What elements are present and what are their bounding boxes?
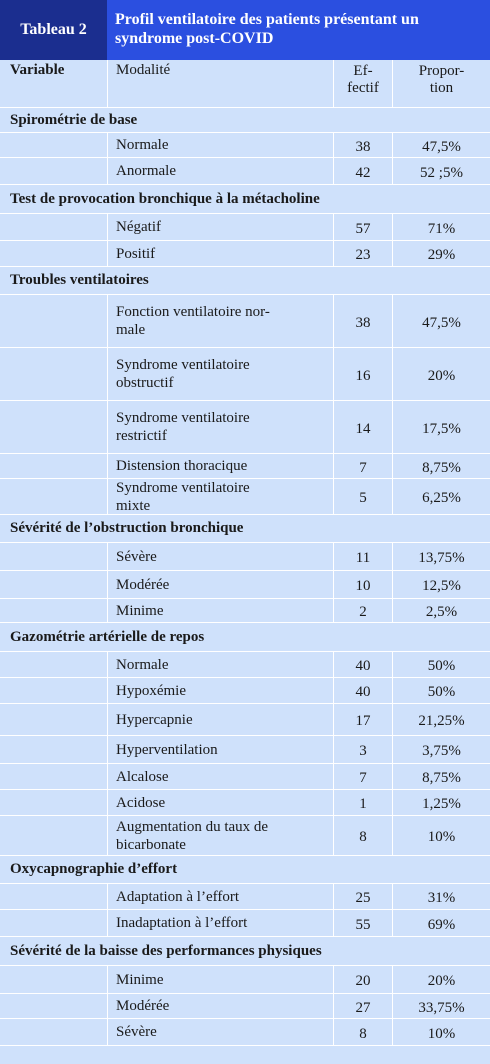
variable-cell [0,158,107,184]
modalite-cell: Hypoxémie [107,678,333,703]
column-header-modalite: Modalité [107,60,333,107]
modalite-cell: Syndrome ventilatoire obstructif [107,348,333,400]
modalite-cell: Alcalose [107,764,333,789]
proportion-cell: 8,75% [392,454,490,478]
proportion-cell: 31% [392,884,490,909]
variable-cell [0,348,107,400]
variable-cell [0,884,107,909]
table-body [0,108,490,1046]
modalite-cell: Inadaptation à l’effort [107,910,333,936]
table-row [0,704,490,736]
proportion-cell: 17,5% [392,401,490,453]
modalite-cell: Sévère [107,1019,333,1045]
column-header-variable: Variable [10,62,65,78]
table-row [0,994,490,1019]
proportion-cell: 20% [392,966,490,993]
modalite-cell: Syndrome ventilatoire mixte [107,479,333,514]
effectif-cell: 3 [333,736,392,763]
effectif-cell: 1 [333,790,392,815]
modalite-cell: Hyperventilation [107,736,333,763]
table-row [0,295,490,348]
effectif-cell: 14 [333,401,392,453]
effectif-cell: 17 [333,704,392,735]
effectif-cell: 42 [333,158,392,184]
proportion-cell: 50% [392,678,490,703]
variable-cell [0,241,107,266]
modalite-cell: Hypercapnie [107,704,333,735]
table-header [0,0,490,60]
modalite-cell: Normale [107,652,333,677]
modalite-cell: Normale [107,133,333,157]
variable-cell [0,652,107,677]
variable-cell [0,764,107,789]
modalite-cell: Anormale [107,158,333,184]
column-header-proportion: Propor- tion [392,60,490,107]
effectif-cell: 25 [333,884,392,909]
modalite-cell: Minime [107,599,333,622]
effectif-cell: 8 [333,1019,392,1045]
table-title: Profil ventilatoire des patients présentant un syndrome post-COVID [107,0,490,60]
section-header: Oxycapnographie d’effort [0,856,490,884]
modalite-cell: Adaptation à l’effort [107,884,333,909]
effectif-cell: 2 [333,599,392,622]
modalite-cell: Syndrome ventilatoire restrictif [107,401,333,453]
table-row [0,816,490,856]
column-headers [0,60,490,108]
table-label: Tableau 2 [0,0,107,60]
effectif-cell: 10 [333,571,392,598]
section-header: Gazométrie artérielle de repos [0,623,490,652]
variable-cell [0,736,107,763]
variable-cell [0,910,107,936]
effectif-cell: 57 [333,214,392,240]
proportion-cell: 69% [392,910,490,936]
proportion-cell: 47,5% [392,295,490,347]
variable-cell [0,543,107,570]
effectif-cell: 23 [333,241,392,266]
table-row [0,401,490,454]
variable-cell [0,1019,107,1045]
effectif-cell: 38 [333,295,392,347]
section-header: Test de provocation bronchique à la métacholine [0,185,490,214]
table-row [0,652,490,678]
modalite-cell: Sévère [107,543,333,570]
table-row [0,884,490,910]
table-row [0,348,490,401]
modalite-cell: Négatif [107,214,333,240]
variable-cell [0,479,107,514]
effectif-cell: 55 [333,910,392,936]
proportion-cell: 21,25% [392,704,490,735]
section-header: Troubles ventilatoires [0,267,490,295]
variable-cell [0,401,107,453]
modalite-cell: Acidose [107,790,333,815]
table-row [0,678,490,704]
variable-cell [0,599,107,622]
proportion-cell: 50% [392,652,490,677]
column-header-effectif: Ef- fectif [333,60,392,107]
modalite-cell: Fonction ventilatoire nor- male [107,295,333,347]
variable-cell [0,966,107,993]
effectif-cell: 40 [333,652,392,677]
effectif-cell: 11 [333,543,392,570]
variable-cell [0,571,107,598]
variable-cell [0,454,107,478]
proportion-cell: 33,75% [392,994,490,1018]
proportion-cell: 12,5% [392,571,490,598]
table-row [0,966,490,994]
modalite-cell: Positif [107,241,333,266]
section-header: Sévérité de l’obstruction bronchique [0,515,490,543]
variable-cell [0,994,107,1018]
variable-cell [0,816,107,855]
modalite-cell: Distension thoracique [107,454,333,478]
table-row [0,910,490,937]
effectif-cell: 16 [333,348,392,400]
proportion-cell: 2,5% [392,599,490,622]
table-row [0,158,490,185]
variable-cell [0,133,107,157]
proportion-cell: 29% [392,241,490,266]
proportion-cell: 8,75% [392,764,490,789]
proportion-cell: 1,25% [392,790,490,815]
table-row [0,764,490,790]
proportion-cell: 13,75% [392,543,490,570]
modalite-cell: Augmentation du taux de bicarbonate [107,816,333,855]
section-header: Spirométrie de base [0,108,490,133]
effectif-cell: 7 [333,454,392,478]
effectif-cell: 5 [333,479,392,514]
table-row [0,736,490,764]
proportion-cell: 6,25% [392,479,490,514]
proportion-cell: 47,5% [392,133,490,157]
table-row [0,241,490,267]
table-row [0,133,490,158]
table-row [0,454,490,479]
modalite-cell: Modérée [107,571,333,598]
modalite-cell: Minime [107,966,333,993]
effectif-cell: 27 [333,994,392,1018]
effectif-cell: 40 [333,678,392,703]
section-header: Sévérité de la baisse des performances physiques [0,937,490,966]
variable-cell [0,678,107,703]
table-row [0,543,490,571]
variable-cell [0,790,107,815]
effectif-cell: 20 [333,966,392,993]
variable-cell [0,295,107,347]
table-row [0,599,490,623]
table-row [0,479,490,515]
proportion-cell: 52 ;5% [392,158,490,184]
proportion-cell: 71% [392,214,490,240]
table-row [0,790,490,816]
table-row [0,1019,490,1046]
proportion-cell: 3,75% [392,736,490,763]
variable-cell [0,214,107,240]
proportion-cell: 10% [392,816,490,855]
effectif-cell: 7 [333,764,392,789]
variable-cell [0,704,107,735]
proportion-cell: 20% [392,348,490,400]
proportion-cell: 10% [392,1019,490,1045]
modalite-cell: Modérée [107,994,333,1018]
table-row [0,214,490,241]
table-row [0,571,490,599]
effectif-cell: 8 [333,816,392,855]
effectif-cell: 38 [333,133,392,157]
